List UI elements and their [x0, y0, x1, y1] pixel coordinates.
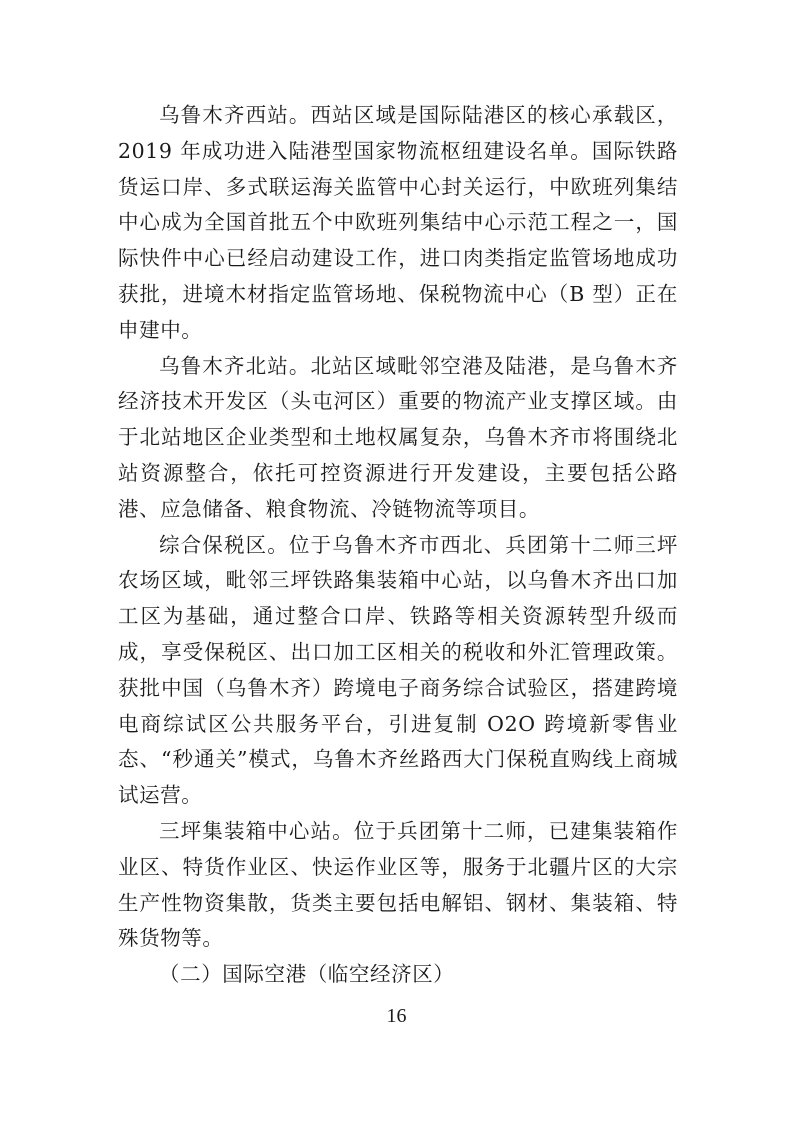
page-number: 16	[386, 1005, 407, 1027]
document-body	[118, 98, 678, 993]
paragraph-xizhan: 乌鲁木齐西站。西站区域是国际陆港区的核心承载区，2019 年成功进入陆港型国家物流枢纽建设名单。国际铁路货运口岸、多式联运海关监管中心封关运行，中欧班列集结中心成为全国首批五个中欧班列集结中心示范工程之一，国际快件中心已经启动建设工作，进口肉类指定监管场地成功获批，进境木材指定监管场地、保税物流中心（B 型）正在申建中。	[118, 103, 678, 342]
section-heading: （二）国际空港（临空经济区）	[159, 962, 455, 987]
paragraph-container-station: 三坪集装箱中心站。位于兵团第十二师，已建集装箱作业区、特货作业区、快运作业区等，服务于北疆片区的大宗生产性物资集散，货类主要包括电解铝、钢材、集装箱、特殊货物等。	[118, 818, 678, 951]
paragraph-beizhan: 乌鲁木齐北站。北站区域毗邻空港及陆港，是乌鲁木齐经济技术开发区（头屯河区）重要的物流产业支撑区域。由于北站地区企业类型和土地权属复杂，乌鲁木齐市将围绕北站资源整合，依托可控资源进行开发建设，主要包括公路港、应急储备、粮食物流、冷链物流等项目。	[118, 353, 678, 521]
paragraph-bonded-zone: 综合保税区。位于乌鲁木齐市西北、兵团第十二师三坪农场区域，毗邻三坪铁路集装箱中心站，以乌鲁木齐出口加工区为基础，通过整合口岸、铁路等相关资源转型升级而成，享受保税区、出口加工区相关的税收和外汇管理政策。获批中国（乌鲁木齐）跨境电子商务综合试验区，搭建跨境电商综试区公共服务平台，引进复制 O2O 跨境新零售业态、“秒通关”模式，乌鲁木齐丝路西大门保税直购线上商城试运营。	[118, 532, 678, 808]
